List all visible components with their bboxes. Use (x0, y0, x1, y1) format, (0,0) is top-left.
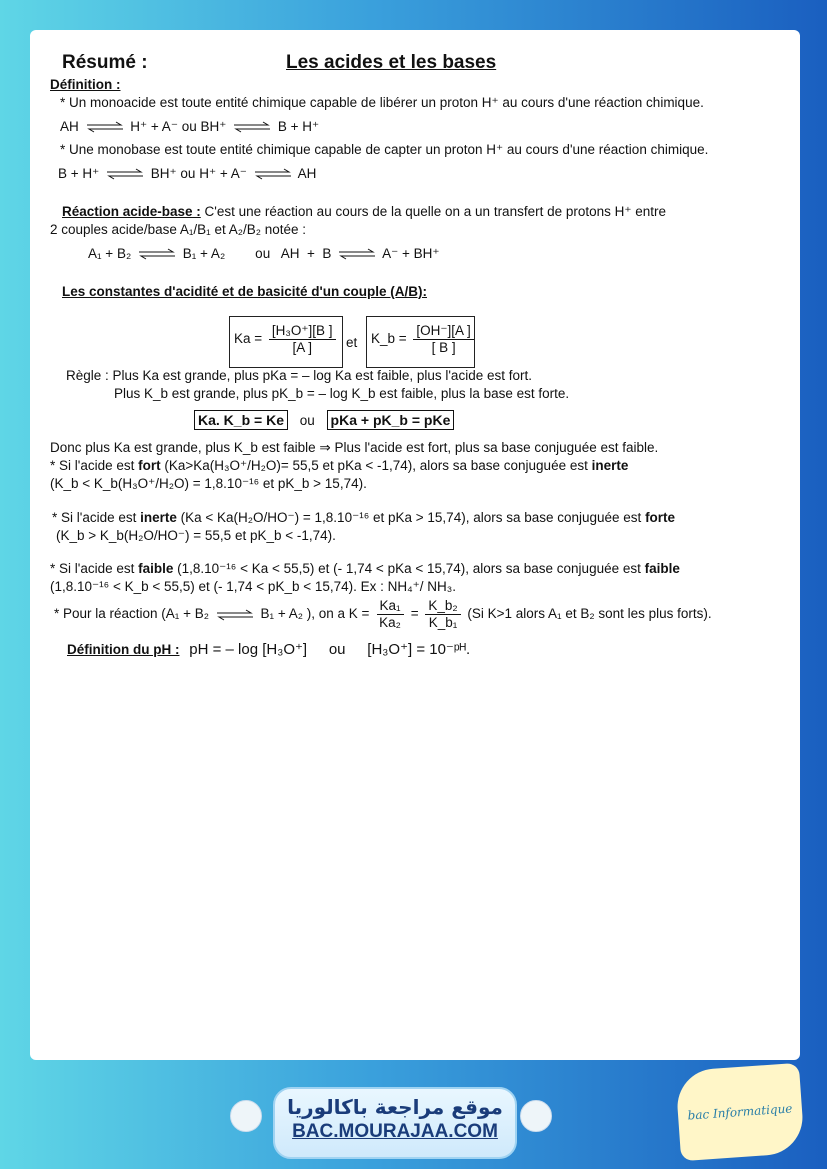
k-fraction-1 (376, 598, 404, 631)
k-num-2: K_b₂ (425, 598, 460, 615)
k-b: B₁ + A₂ ), on a K = (260, 606, 370, 622)
rule-2: Plus K_b est grande, plus pK_b = – log K_b est faible, plus la base est forte. (114, 386, 570, 401)
equilibrium-arrow-icon (255, 168, 291, 180)
equilibrium-arrow-icon (217, 609, 253, 621)
reaction-heading: Réaction acide-base : (62, 204, 201, 219)
inerte-line-2: (K_b > K_b(H₂O/HO⁻) = 55,5 et pK_b < -1,74). (56, 528, 336, 543)
eq-acide-mid: H⁺ + A⁻ ou BH⁺ (130, 119, 227, 134)
ph-formula-2: [H₃O⁺] = 10⁻ᵖᴴ. (367, 641, 471, 658)
ou-label: ou (299, 413, 315, 428)
monobase-text: * Une monobase est toute entité chimique capable de capter un proton H⁺ au cours d'une réaction chimique. (60, 142, 709, 157)
k-fraction-2 (425, 598, 460, 631)
kb-label: K_b = (371, 331, 407, 347)
k-a: * Pour la réaction (A₁ + B₂ (54, 606, 209, 622)
site-logo-left-icon (230, 1100, 262, 1132)
ka-formula (234, 323, 339, 356)
et-label: et (346, 335, 358, 350)
reaction-text-2: 2 couples acide/base A₁/B₁ et A₂/B₂ notée : (50, 222, 307, 237)
faible-d: faible (644, 561, 680, 576)
acide-equation (60, 118, 319, 136)
equilibrium-arrow-icon (139, 248, 175, 260)
fort-line-2: (K_b < K_b(H₃O⁺/H₂O) = 1,8.10⁻¹⁶ et pK_b > 15,74). (50, 476, 367, 491)
bac-informatique-badge (675, 1063, 805, 1161)
faible-line (50, 560, 680, 578)
fort-d: inerte (591, 458, 629, 473)
ph-line (67, 641, 470, 659)
fort-b: fort (138, 458, 161, 473)
eq-acide-left: AH (60, 119, 79, 134)
inerte-c: (Ka < Ka(H₂O/HO⁻) = 1,8.10⁻¹⁶ et pKa > 15,74), alors sa base conjuguée est (176, 510, 646, 525)
badge-text: bac Informatique (687, 1101, 793, 1123)
faible-b: faible (138, 561, 174, 576)
inerte-d: forte (645, 510, 676, 525)
eq-base-left: B + H⁺ (58, 166, 100, 181)
reaction-equation (88, 245, 440, 263)
site-banner[interactable] (273, 1087, 517, 1159)
ph-formula-1: pH = – log [H₃O⁺] (189, 641, 308, 658)
reaction-eq-left: A₁ + B₂ (88, 246, 132, 261)
fort-line (50, 457, 628, 475)
eq-acide-right: B + H⁺ (277, 119, 320, 134)
ka-label: Ka = (234, 331, 263, 347)
constants-heading: Les constantes d'acidité et de basicité d'un couple (A/B): (62, 284, 427, 299)
site-logo-right-icon (520, 1100, 552, 1132)
k-num-1: Ka₁ (377, 598, 404, 615)
equilibrium-arrow-icon (107, 168, 143, 180)
pka-pkb-relation: pKa + pK_b = pKe (327, 410, 455, 430)
site-url-link[interactable]: BAC.MOURAJAA.COM (292, 1121, 498, 1142)
eq-base-mid: BH⁺ ou H⁺ + A⁻ (150, 166, 247, 181)
faible-a: * Si l'acide est (50, 561, 139, 576)
k-line (54, 598, 712, 631)
ka-numerator: [H₃O⁺][B ] (269, 323, 336, 340)
kb-fraction (413, 323, 473, 356)
eq-base-right: AH (297, 166, 317, 181)
reaction-eq-right: A⁻ + BH⁺ (382, 246, 440, 261)
inerte-b: inerte (140, 510, 177, 525)
k-c: (Si K>1 alors A₁ et B₂ sont les plus forts). (467, 606, 712, 622)
monoacide-text: * Un monoacide est toute entité chimique capable de libérer un proton H⁺ au cours d'une réaction chimique. (60, 95, 704, 110)
rule-1: Règle : Plus Ka est grande, plus pKa = – log Ka est faible, plus l'acide est fort. (66, 368, 532, 383)
document-page (30, 30, 800, 1060)
faible-line-2: (1,8.10⁻¹⁶ < K_b < 55,5) et (- 1,74 < pK_b < 15,74). Ex : NH₄⁺/ NH₃. (50, 579, 457, 594)
ka-fraction (269, 323, 336, 356)
k-den-1: Ka₂ (379, 615, 401, 630)
equilibrium-arrow-icon (87, 121, 123, 133)
fort-a: * Si l'acide est (50, 458, 139, 473)
kb-formula (371, 323, 477, 356)
resume-label: Résumé : (62, 52, 148, 73)
cases-intro: Donc plus Ka est grande, plus K_b est faible ⇒ Plus l'acide est fort, plus sa base conjuguée est faible. (50, 440, 659, 455)
fort-c: (Ka>Ka(H₃O⁺/H₂O)= 55,5 et pKa < -1,74), alors sa base conjuguée est (160, 458, 592, 473)
k-den-2: K_b₁ (428, 615, 458, 630)
ka-denominator: [A ] (292, 340, 312, 355)
kb-denominator: [ B ] (431, 340, 456, 355)
reaction-paragraph (62, 203, 666, 221)
k-eq: = (410, 606, 419, 622)
equilibrium-arrow-icon (339, 248, 375, 260)
base-equation (58, 165, 316, 183)
equilibrium-arrow-icon (234, 121, 270, 133)
ph-ou: ou (328, 641, 346, 658)
faible-c: (1,8.10⁻¹⁶ < Ka < 55,5) et (- 1,74 < pKa < 15,74), alors sa base conjuguée est (173, 561, 645, 576)
inerte-a: * Si l'acide est (52, 510, 141, 525)
page-title: Les acides et les bases (286, 52, 497, 73)
kb-numerator: [OH⁻][A ] (413, 323, 473, 340)
relations-line (194, 411, 454, 430)
site-name-arabic: موقع مراجعة باكالوريا (287, 1095, 503, 1119)
reaction-text-1: C'est une réaction au cours de la quelle on a un transfert de protons H⁺ entre (200, 204, 667, 219)
ka-kb-relation: Ka. K_b = Ke (194, 410, 288, 430)
reaction-eq-mid: B₁ + A₂ ou AH + B (182, 246, 332, 261)
inerte-line (52, 509, 675, 527)
ph-heading: Définition du pH : (67, 642, 180, 657)
definition-heading: Définition : (50, 77, 121, 92)
